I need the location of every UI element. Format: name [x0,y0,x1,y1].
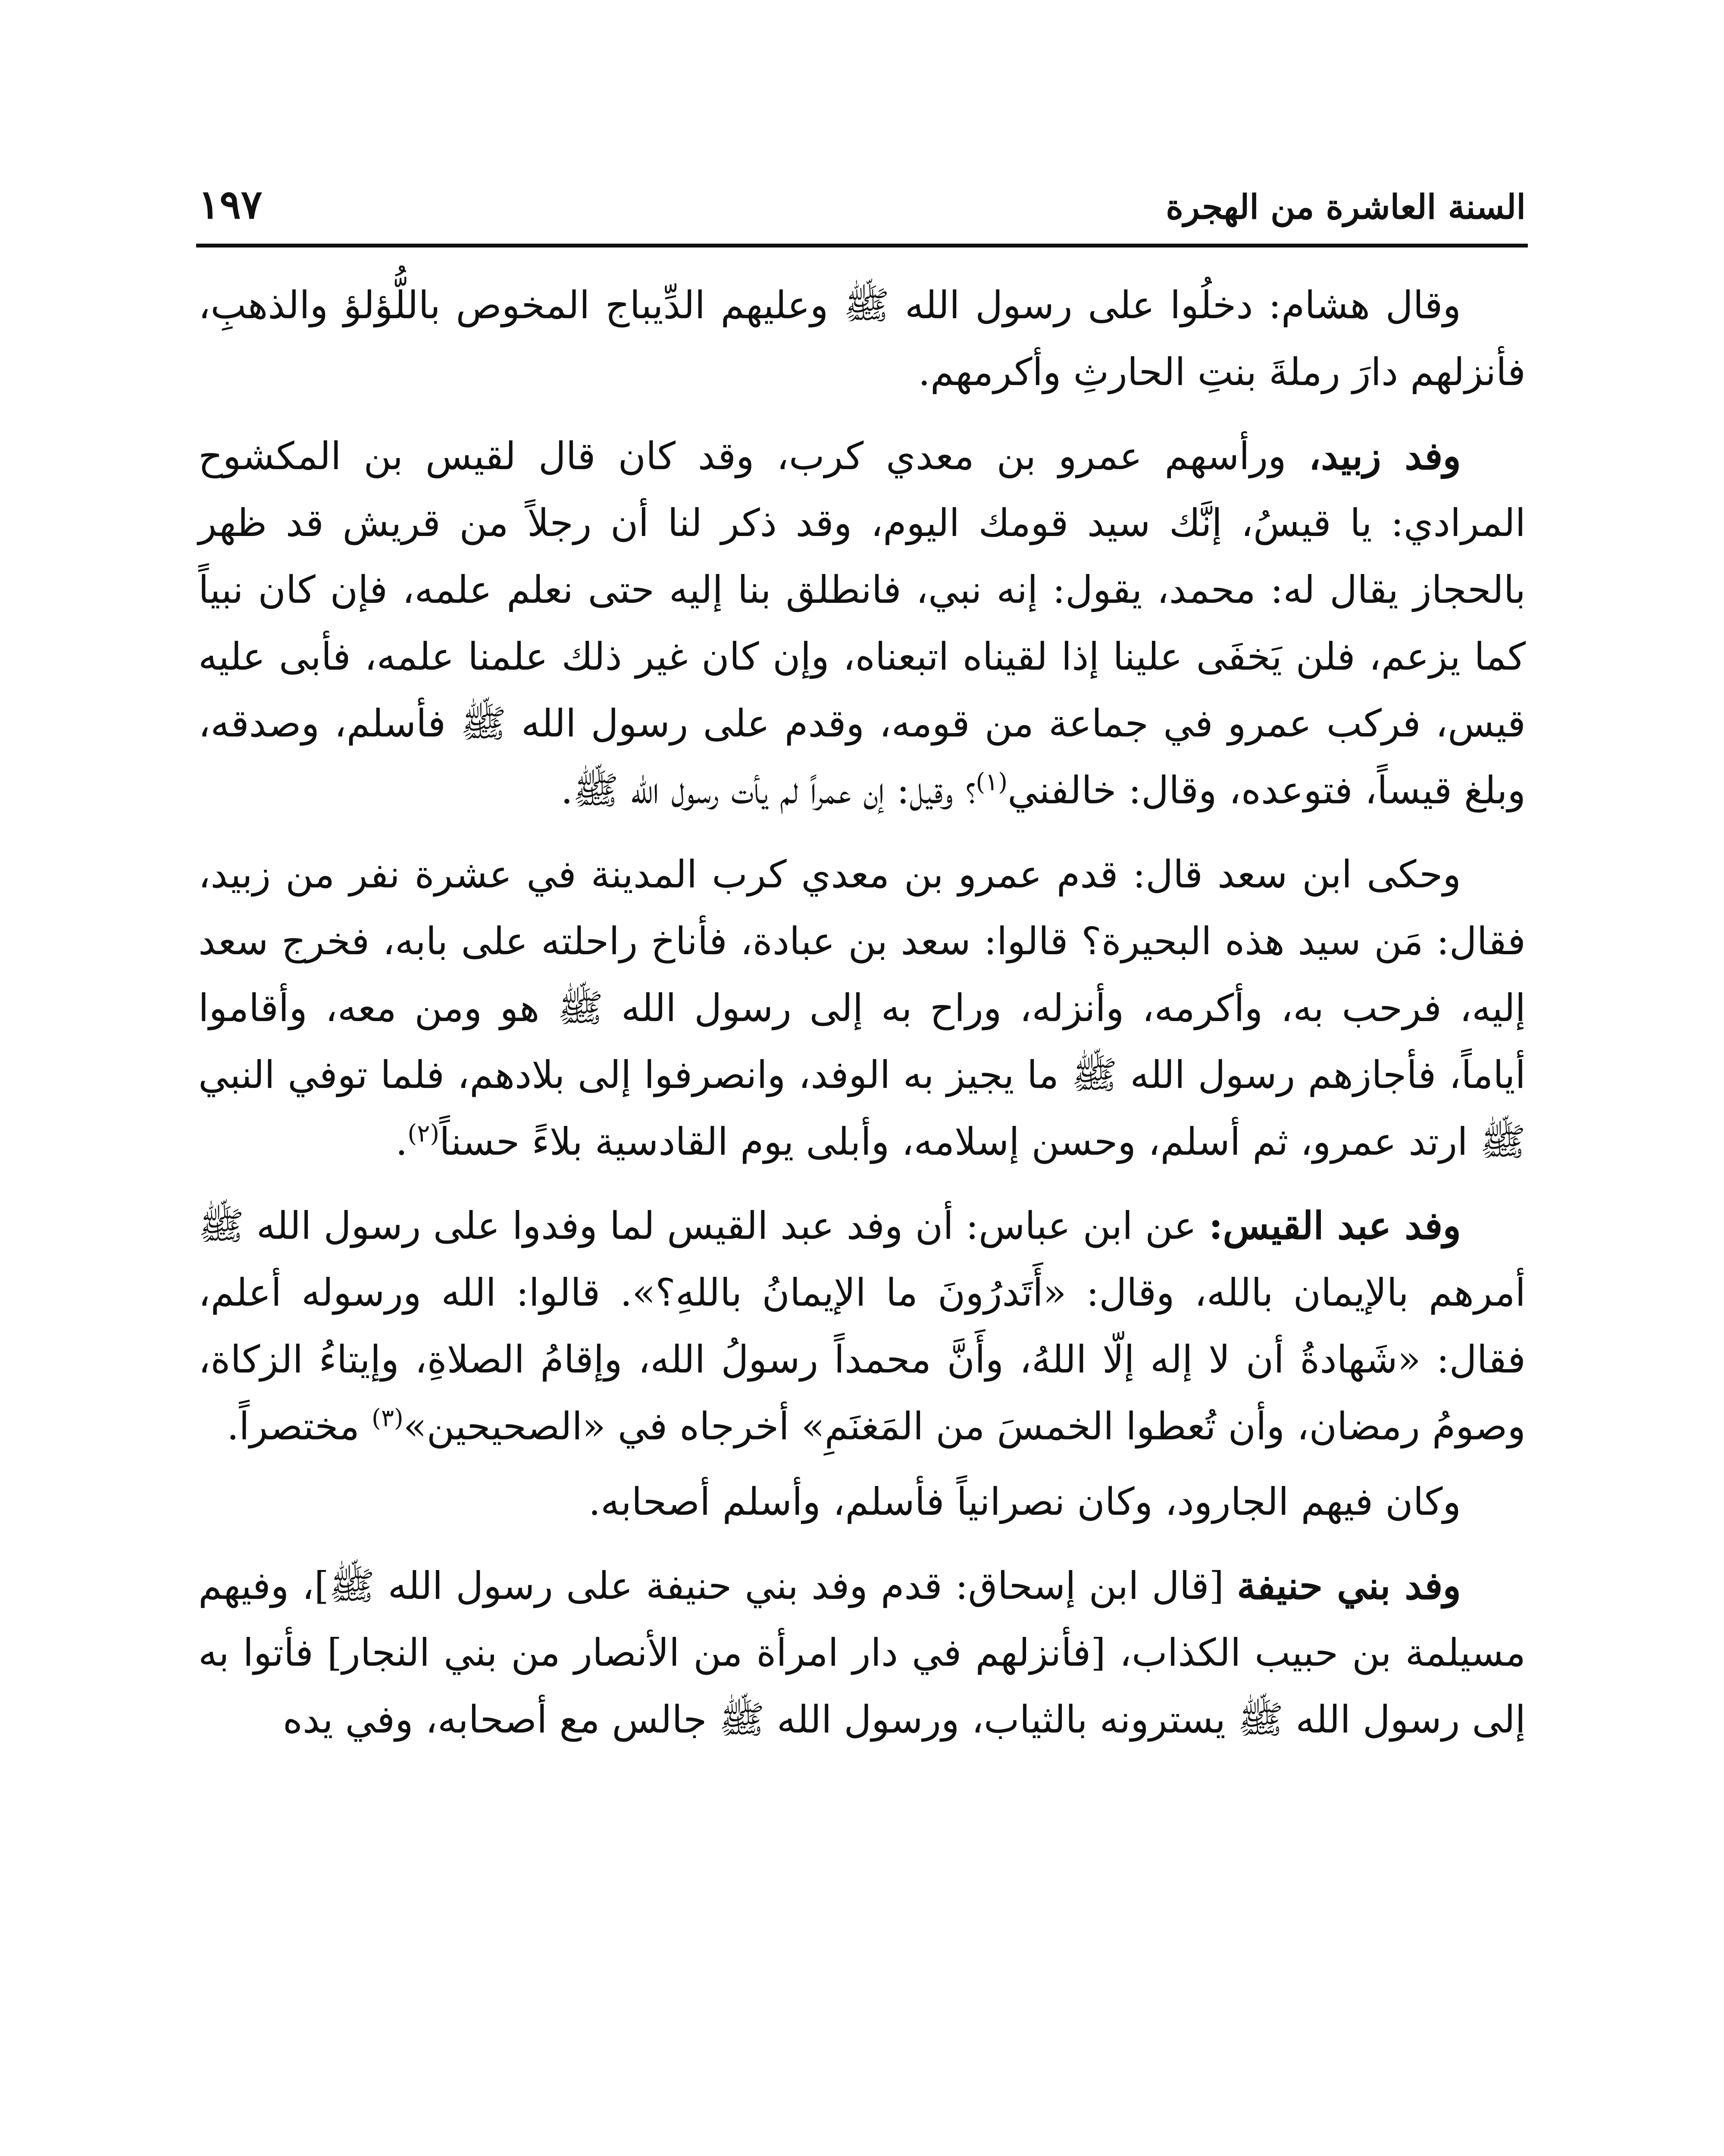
paragraph-text: عن ابن عباس: أن وفد عبد القيس لما وفدوا على رسول الله ﷺ أمرهم بالإيمان بالله، وقال: «أَتَدرُونَ ما الإيمانُ باللهِ؟». قالوا: الله ورسوله أعلم، فقال: «شَهادةُ أن لا إله إلّا اللهُ، وأَنَّ محمداً رسولُ الله، وإقامُ الصلاةِ، وإيتاءُ الزكاة، وصومُ رمضان، وأن تُعطوا الخمسَ من المَغنَمِ» أخرجاه في «الصحيحين» [198,1203,1526,1448]
running-title: السنة العاشرة من الهجرة [1166,188,1526,227]
paragraph-text: وكان فيهم الجارود، وكان نصرانياً فأسلم، وأسلم أصحابه. [588,1479,1461,1524]
page-header [198,155,1526,228]
page-number: ١٩٧ [198,181,263,228]
paragraph-wafd-bani-hanifa [198,1552,1526,1753]
paragraph-wafd-abd-al-qays [198,1192,1526,1460]
footnote-ref[interactable]: (٣) [371,1404,404,1432]
footnote-ref[interactable]: (٢) [407,1119,440,1148]
paragraph-text: وحكى ابن سعد قال: قدم عمرو بن معدي كرب المدينة في عشرة نفر من زبيد، فقال: مَن سيد هذه البحيرة؟ قالوا: سعد بن عبادة، فأناخ راحلته على بابه، فخرج سعد إليه، فرحب به، وأكرمه، وأنزله، وراح به إلى رسول الله ﷺ هو ومن معه، وأقاموا أياماً، فأجازهم رسول الله ﷺ ما يجيز به الوفد، وانصرفوا إلى بلادهم، فلما توفي النبي ﷺ ارتد عمرو، ثم أسلم، وحسن إسلامه، وأبلى يوم القادسية بلاءً حسناً [198,852,1526,1164]
paragraph-text: . [395,1119,408,1164]
main-text [198,272,1526,1770]
paragraph-hisham [198,272,1526,405]
section-lead: وفد بني حنيفة [1237,1563,1461,1608]
paragraph-jarud [198,1468,1526,1535]
paragraph-text: وقال هشام: دخلُوا على رسول الله ﷺ وعليهم الدِّيباج المخوص باللُّؤلؤ والذهبِ، فأنزلهم دارَ رملةَ بنتِ الحارثِ وأكرمهم. [198,283,1526,394]
section-lead: وفد عبد القيس: [1208,1203,1461,1248]
section-lead: وفد زبيد، [1308,433,1461,478]
paragraph-text: [قال ابن إسحاق: قدم وفد بني حنيفة على رسول الله ﷺ]، وفيهم مسيلمة بن حبيب الكذاب، [فأنزلهم في دار امرأة من الأنصار من بني النجار] فأتوا به إلى رسول الله ﷺ يسترونه بالثياب، ورسول الله ﷺ جالس مع أصحابه، وفي يده [198,1564,1526,1742]
paragraph-text: ورأسهم عمرو بن معدي كرب، وقد كان قال لقيس بن المكشوح المرادي: يا قيسُ، إنَّك سيد قومك اليوم، وقد ذكر لنا أن رجلاً من قريش قد ظهر بالحجاز يقال له: محمد، يقول: إنه نبي، فانطلق بنا إليه حتى نعلم علمه، فإن كان نبياً كما يزعم، فلن يَخفَى علينا إذا لقيناه اتبعناه، وإن كان غير ذلك علمنا علمه، فأبى عليه قيس، فركب عمرو في جماعة من قومه، وقدم على رسول الله ﷺ فأسلم، وصدقه، وبلغ قيساً، فتوعده، وقال: خالفني [198,434,1526,812]
paragraph-text: ؟ وقيل: إن عمراً لم يأت رسول الله ﷺ. [560,768,976,812]
paragraph-wafd-zubayd [198,423,1526,824]
footnote-ref[interactable]: (١) [976,768,1008,796]
paragraph-ibn-sad [198,841,1526,1175]
paragraph-text: مختصراً. [227,1404,372,1448]
header-rule [196,244,1528,248]
